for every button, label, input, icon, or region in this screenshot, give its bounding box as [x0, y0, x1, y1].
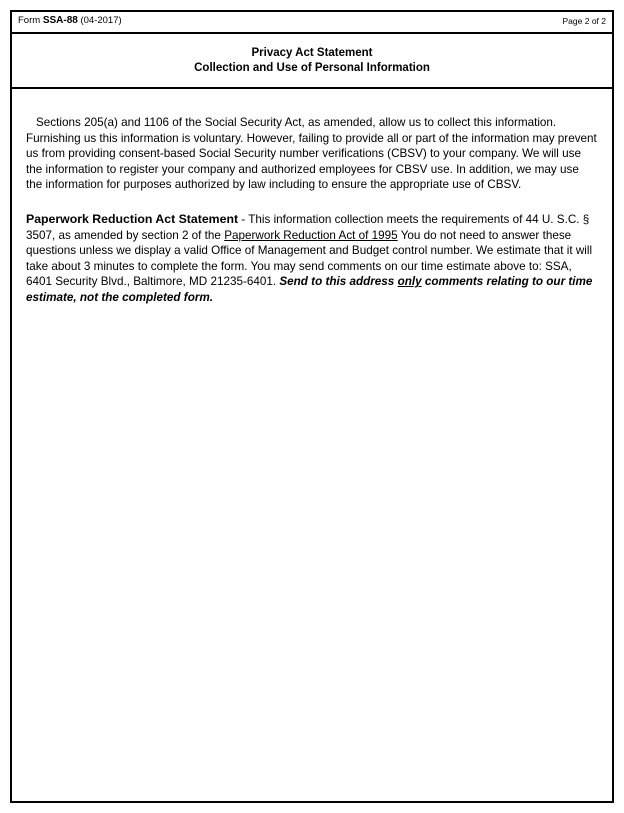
document-title — [12, 34, 612, 89]
page-header — [12, 12, 612, 34]
emphasis-send-to-address: Send to this address — [279, 275, 398, 289]
paperwork-text-a: - This information collection meets the requirements of 44 U. S.C. § 3507, as amended by section 2 of the — [26, 212, 590, 242]
paperwork-reduction-heading: Paperwork Reduction Act Statement — [26, 211, 239, 226]
document-page — [10, 10, 614, 803]
paperwork-reduction-act-link[interactable]: Paperwork Reduction Act of 1995 — [224, 228, 398, 242]
page-indicator: Page 2 of 2 — [562, 16, 606, 26]
emphasis-comments-text: comments relating to our time estimate, not the completed form. — [26, 275, 593, 304]
paperwork-reduction-paragraph — [26, 212, 598, 306]
form-identifier — [18, 15, 122, 26]
page-footer-divider — [12, 801, 612, 803]
paperwork-text-b: You do not need to answer these questions unless we display a valid Office of Management and Budget control number. We estimate that it will take about 3 minutes to complete the form. You may send comments on our time estimate above to: SSA, 6401 Security Blvd., Baltimore, MD 21235-6401. — [26, 228, 593, 289]
privacy-act-paragraph: Sections 205(a) and 1106 of the Social Security Act, as amended, allow us to collect this information. Furnishing us this information is voluntary. However, failing to provide all or part of the information may prevent us from providing consent-based Social Security number verifications (CBSV) to your company. We will use the information to register your company and authorized employees for CBSV use. In addition, we may use the information for purposes authorized by law including to ensure the appropriate use of CBSV. — [26, 116, 597, 192]
form-number: SSA-88 — [42, 15, 78, 26]
title-line-primary: Privacy Act Statement — [251, 47, 373, 59]
title-line-secondary: Collection and Use of Personal Information — [194, 62, 430, 74]
form-revision: (04-2017) — [77, 15, 122, 26]
emphasis-only: only — [397, 275, 422, 289]
document-body — [12, 115, 612, 306]
form-label: Form — [18, 15, 43, 26]
